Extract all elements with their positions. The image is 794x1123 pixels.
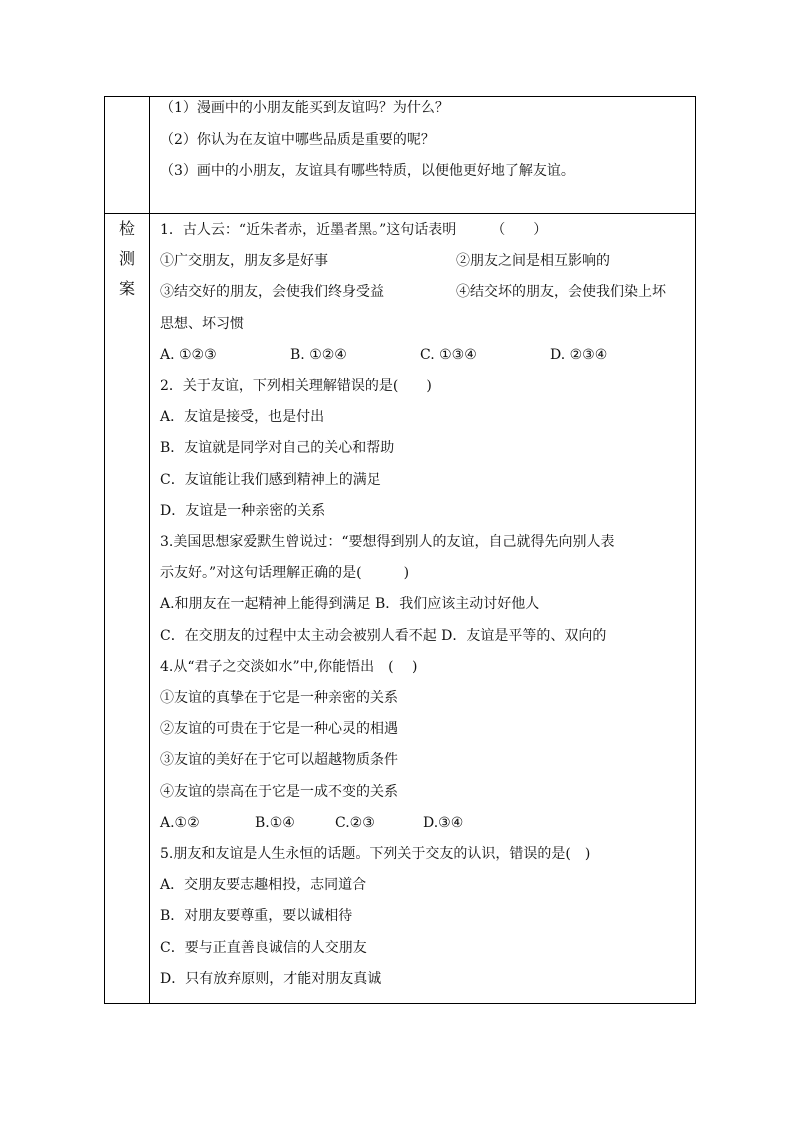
q3-stem-line2: 示友好。”对这句话理解正确的是( ) (160, 565, 410, 582)
section-label: 检 测 案 (118, 219, 135, 298)
q4-statement-1: ①友谊的真挚在于它是一种亲密的关系 (160, 690, 398, 707)
q2-stem: 2．关于友谊，下列相关理解错误的是( ) (160, 378, 432, 395)
intro-label-cell (105, 97, 150, 214)
q1-statements-row1: ①广交朋友，朋友多是好事 ②朋友之间是相互影响的 (160, 253, 610, 270)
q5-stem: 5.朋友和友谊是人生永恒的话题。下列关于交友的认识，错误的是( ) (160, 846, 591, 863)
q3-options-line2: C．在交朋友的过程中太主动会被别人看不起 D．友谊是平等的、双向的 (160, 627, 607, 644)
intro-row (105, 97, 696, 214)
q1-statements-row2: ③结交好的朋友，会使我们终身受益 ④结交坏的朋友，会使我们染上坏 (160, 284, 666, 301)
intro-question-2: （2）你认为在友谊中哪些品质是重要的呢？ (160, 131, 435, 148)
q1-option-d: D. ②③④ (550, 346, 608, 363)
q1-option-c: C. ①③④ (420, 346, 477, 363)
q4-statement-2: ②友谊的可贵在于它是一种心灵的相遇 (160, 721, 398, 738)
q4-option-b: B.①④ (255, 814, 295, 831)
q4-stem: 4.从“君子之交淡如水”中,你能悟出 ( ) (160, 658, 418, 675)
intro-question-1: （1）漫画中的小朋友能买到友谊吗？为什么？ (160, 100, 449, 116)
q4-statement-4: ④友谊的崇高在于它是一成不变的关系 (160, 783, 398, 800)
q5-option-b: B．对朋友要尊重，要以诚相待 (160, 908, 353, 925)
q1-option-b: B. ①②④ (290, 346, 347, 363)
q3-options-line1: A.和朋友在一起精神上能得到满足 B．我们应该主动讨好他人 (160, 596, 540, 613)
q2-option-a: A．友谊是接受，也是付出 (160, 409, 325, 426)
q4-options (160, 808, 695, 839)
test-row (105, 214, 696, 1004)
worksheet-table (104, 96, 696, 1004)
q1-options (160, 340, 695, 371)
test-content-cell (150, 214, 696, 1004)
intro-content-cell (150, 97, 696, 214)
q1-option-a: A. ①②③ (160, 346, 217, 363)
q2-option-c: C．友谊能让我们感到精神上的满足 (160, 471, 381, 488)
intro-question-3: （3）画中的小朋友，友谊具有哪些特质，以便他更好地了解友谊。 (160, 163, 575, 179)
q5-option-d: D．只有放弃原则，才能对朋友真诚 (160, 970, 382, 987)
q4-statement-3: ③友谊的美好在于它可以超越物质条件 (160, 752, 398, 769)
q5-option-a: A．交朋友要志趣相投，志同道合 (160, 877, 367, 894)
q1-stem: 1．古人云：“近朱者赤，近墨者黑。”这句话表明 （ ） (160, 222, 548, 238)
q2-option-b: B．友谊就是同学对自己的关心和帮助 (160, 440, 395, 457)
section-label-cell (105, 214, 150, 1004)
q3-stem-line1: 3.美国思想家爱默生曾说过：“要想得到别人的友谊，自己就得先向别人表 (160, 534, 615, 551)
q4-option-d: D.③④ (423, 814, 464, 831)
q4-option-a: A.①② (160, 814, 200, 831)
q4-option-c: C.②③ (335, 814, 375, 831)
q1-statement-continued: 思想、坏习惯 (160, 315, 244, 332)
q5-option-c: C．要与正直善良诚信的人交朋友 (160, 939, 367, 956)
q2-option-d: D．友谊是一种亲密的关系 (160, 502, 326, 519)
